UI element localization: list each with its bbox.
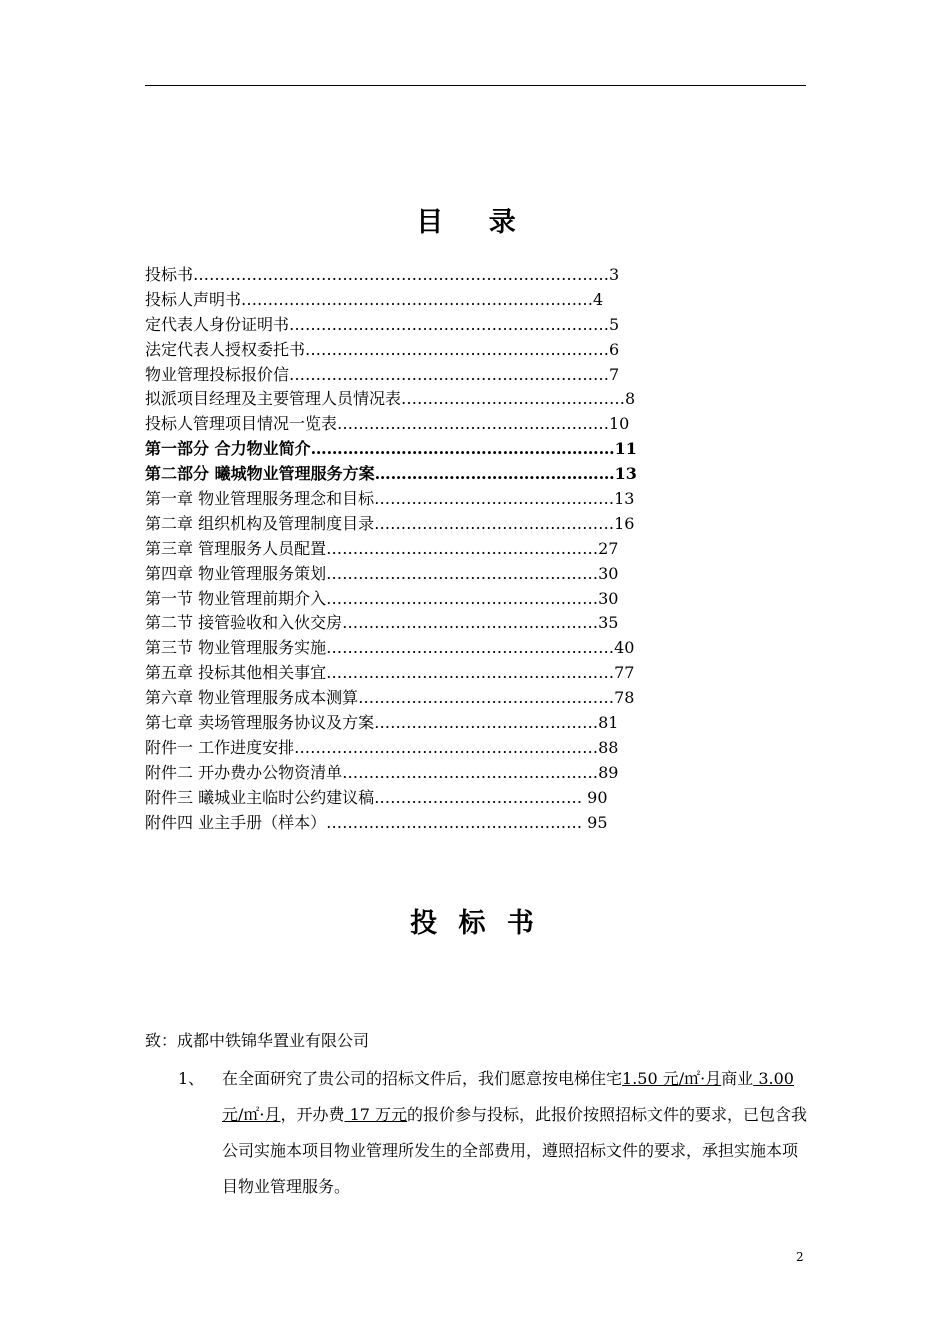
table-of-contents (145, 263, 795, 835)
toc-entry: 投标书……………………………………………………………………3 (145, 265, 620, 284)
para-text-4: 的报价参与投标，此报价按照招标文件的要求，已包含我公司实施本项目物业管理所发生的全部费用，遵照招标文件的要求，承担实施本项目物业管理服务。 (222, 1105, 808, 1196)
toc-entry: 法定代表人授权委托书…………………………………………………6 (145, 339, 620, 359)
toc-entry: 附件四 业主手册（样本）………………………………………… 95 (145, 812, 608, 832)
toc-entry: 物业管理投标报价信……………………………………………………7 (145, 364, 620, 384)
toc-entry: 第六章 物业管理服务成本测算…………………………………………78 (145, 688, 635, 708)
toc-entry: 投标人声明书…………………………………………………………4 (145, 289, 604, 309)
page-number: 2 (796, 1250, 804, 1264)
item-number: 1、 (178, 1069, 205, 1088)
toc-entry: 第一部分 合力物业简介…………………………………………………11 (145, 439, 637, 459)
toc-entry: 附件三 曦城业主临时公约建议稿………………………………… 90 (145, 787, 608, 807)
toc-entry: 附件一 工作进度安排…………………………………………………88 (145, 737, 619, 757)
toc-entry: 定代表人身份证明书……………………………………………………5 (145, 314, 620, 334)
toc-entry: 拟派项目经理及主要管理人员情况表……………………………………8 (145, 389, 636, 409)
toc-entry: 附件二 开办费办公物资清单…………………………………………89 (145, 762, 619, 782)
toc-entry: 第二节 接管验收和入伙交房…………………………………………35 (145, 613, 619, 633)
toc-entry: 第一节 物业管理前期介入……………………………………………30 (145, 588, 619, 608)
toc-entry: 第七章 卖场管理服务协议及方案……………………………………81 (145, 713, 619, 733)
para-text-1: 在全面研究了贵公司的招标文件后，我们愿意按电梯住宅 (222, 1069, 623, 1088)
toc-entry: 第二章 组织机构及管理制度目录………………………………………16 (145, 513, 635, 533)
toc-entry: 投标人管理项目情况一览表……………………………………………10 (145, 414, 630, 434)
toc-entry: 第一章 物业管理服务理念和目标………………………………………13 (145, 489, 635, 509)
toc-entry: 第四章 物业管理服务策划……………………………………………30 (145, 563, 619, 583)
residential-price: 1.50 元/㎡·月 (622, 1069, 722, 1088)
toc-entry: 第三节 物业管理服务实施………………………………………………40 (145, 638, 635, 658)
toc-title: 目 录 (416, 207, 534, 238)
setup-fee: 17 万元 (344, 1105, 408, 1124)
para-text-3: ，开办费 (280, 1105, 345, 1124)
bid-paragraph (222, 1061, 810, 1205)
bid-letter-title: 投 标 书 (410, 908, 540, 939)
header-rule (145, 85, 806, 86)
toc-entry: 第五章 投标其他相关事宜………………………………………………77 (145, 663, 635, 683)
commercial-price: 3.00 元/㎡·月 (222, 1069, 794, 1124)
toc-entry: 第二部分 曦城物业管理服务方案………………………………………13 (145, 464, 637, 484)
addressee: 致：成都中铁锦华置业有限公司 (145, 1031, 370, 1050)
toc-entry: 第三章 管理服务人员配置……………………………………………27 (145, 538, 619, 558)
para-text-2: 商业 (721, 1069, 754, 1088)
